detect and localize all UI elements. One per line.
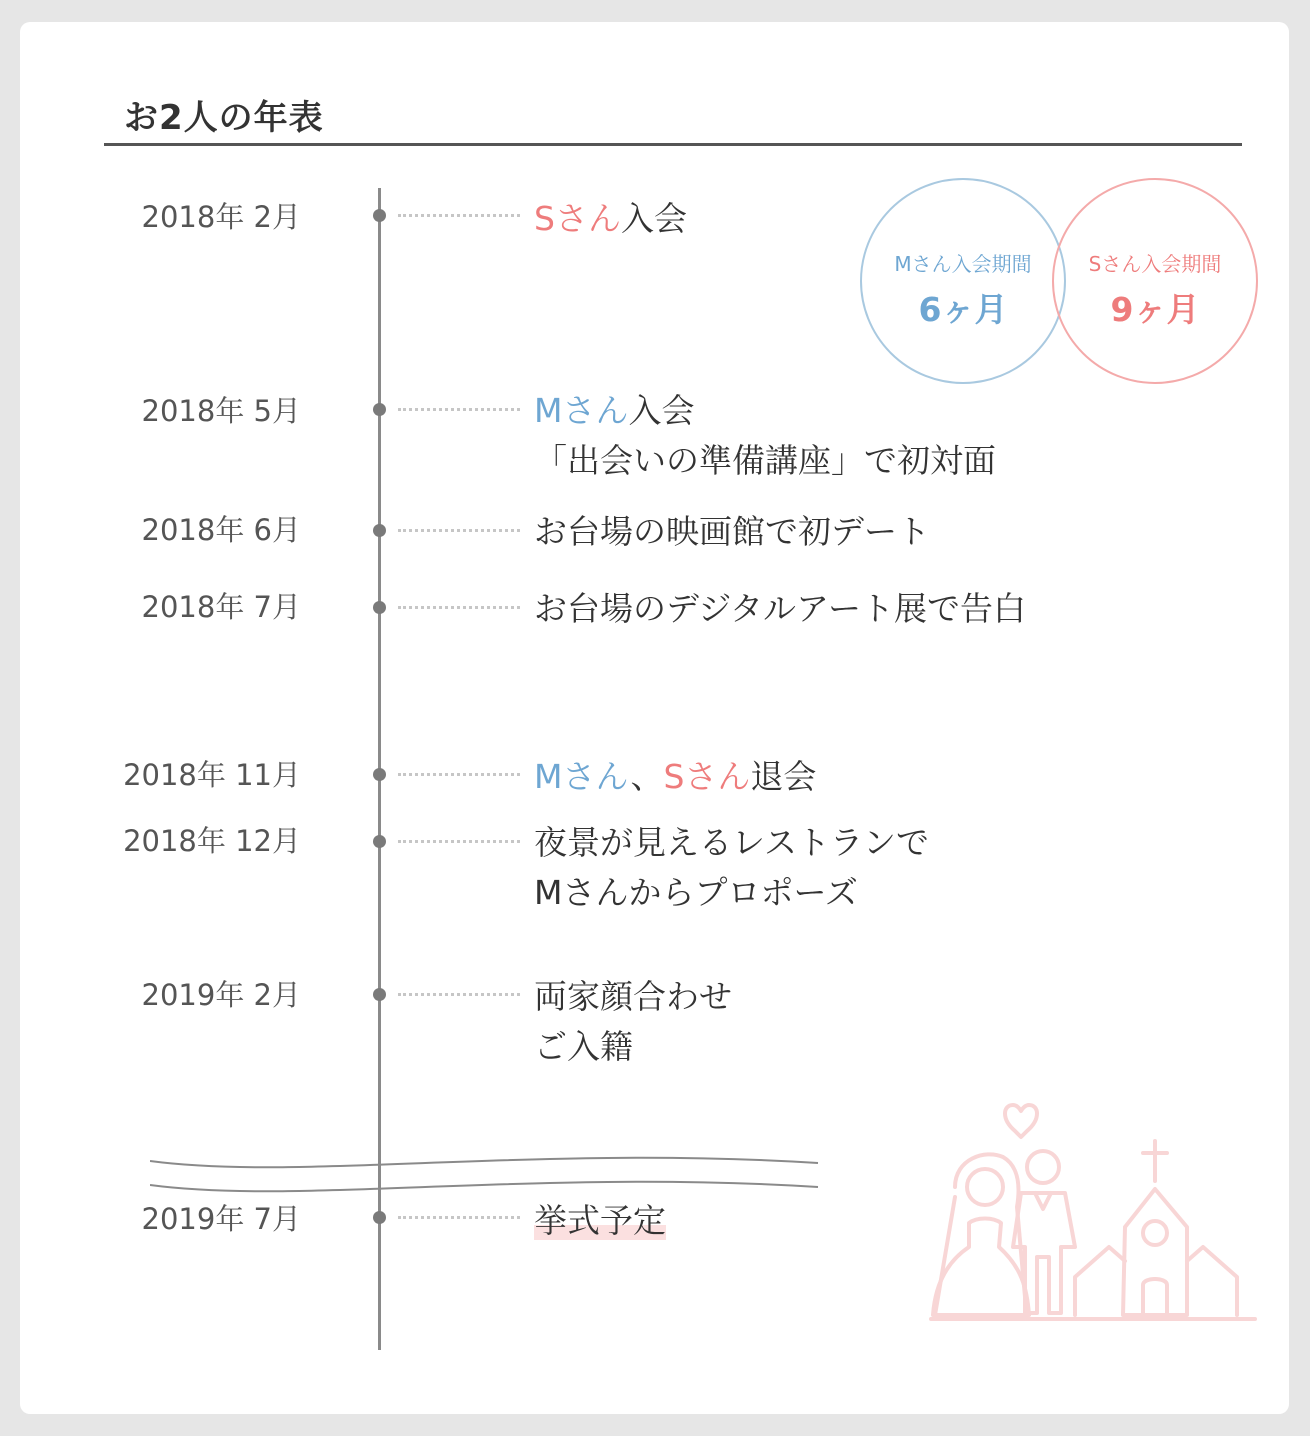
heart-icon <box>1005 1105 1037 1137</box>
event-text: Sさん <box>663 757 751 796</box>
event-line <box>534 972 732 1022</box>
timeline-date: 2018年 6月 <box>141 513 301 547</box>
timeline-date: 2018年 5月 <box>141 394 301 428</box>
timeline-dot <box>373 835 386 848</box>
timeline-date: 2019年 7月 <box>141 1202 301 1236</box>
event-text: Mさん <box>534 391 629 430</box>
timeline-leader <box>398 840 520 843</box>
timeline-date: 2018年 2月 <box>141 200 301 234</box>
timeline-dot <box>373 768 386 781</box>
timeline-dot <box>373 601 386 614</box>
timeline-card <box>20 22 1289 1414</box>
timeline-leader <box>398 408 520 411</box>
timeline-date: 2019年 2月 <box>141 978 301 1012</box>
event-text: Mさんからプロポーズ <box>534 873 858 912</box>
event-line <box>534 1196 666 1246</box>
timeline-event <box>534 818 929 918</box>
event-line <box>534 1022 732 1072</box>
event-line <box>534 386 996 436</box>
event-text: 挙式予定 <box>534 1201 666 1240</box>
event-line <box>534 507 930 557</box>
event-text: 、 <box>630 757 664 796</box>
timeline-date: 2018年 11月 <box>123 758 301 792</box>
timeline-event <box>534 972 732 1072</box>
timeline-leader <box>398 1216 520 1219</box>
event-text: お台場の映画館で初デート <box>534 512 930 551</box>
s-period-value: 9ヶ月 <box>1110 290 1200 329</box>
event-line <box>534 436 996 486</box>
page-title: お2人の年表 <box>124 98 324 138</box>
m-membership-period <box>860 178 1066 384</box>
m-period-value: 6ヶ月 <box>918 290 1008 329</box>
m-period-label: Mさん入会期間 <box>894 252 1032 276</box>
timeline-event <box>534 584 1026 634</box>
timeline-event <box>534 752 816 802</box>
church-icon <box>931 1141 1255 1319</box>
event-line <box>534 752 816 802</box>
event-line <box>534 868 929 918</box>
timeline-event <box>534 386 996 486</box>
title-divider <box>104 143 1242 146</box>
event-text: Sさん <box>534 199 621 238</box>
timeline-leader <box>398 214 520 217</box>
timeline-dot <box>373 988 386 1001</box>
event-text: お台場のデジタルアート展で告白 <box>534 589 1027 628</box>
timeline-dot <box>373 524 386 537</box>
event-text: Mさん <box>534 757 631 796</box>
timeline-leader <box>398 993 520 996</box>
timeline-dot <box>373 209 386 222</box>
event-text: 退会 <box>750 757 817 796</box>
event-text: 入会 <box>628 391 695 430</box>
event-line <box>534 818 929 868</box>
timeline-leader <box>398 773 520 776</box>
timeline-leader <box>398 606 520 609</box>
timeline-date: 2018年 7月 <box>141 590 301 624</box>
time-skip-break <box>150 1147 822 1199</box>
timeline-dot <box>373 1211 386 1224</box>
event-line <box>534 194 687 244</box>
s-period-label: Sさん入会期間 <box>1088 252 1222 276</box>
timeline-dot <box>373 403 386 416</box>
wedding-illustration <box>925 1097 1260 1357</box>
event-text: 夜景が見えるレストランで <box>534 823 930 862</box>
timeline-date: 2018年 12月 <box>123 824 301 858</box>
event-line <box>534 584 1026 634</box>
event-text: 入会 <box>620 199 687 238</box>
timeline-event <box>534 1196 666 1246</box>
event-text: ご入籍 <box>534 1027 633 1066</box>
timeline-leader <box>398 529 520 532</box>
event-text: 「出会いの準備講座」で初対面 <box>534 441 996 480</box>
s-membership-period <box>1052 178 1258 384</box>
timeline-event <box>534 507 930 557</box>
timeline-event <box>534 194 687 244</box>
event-text: 両家顔合わせ <box>534 977 732 1016</box>
